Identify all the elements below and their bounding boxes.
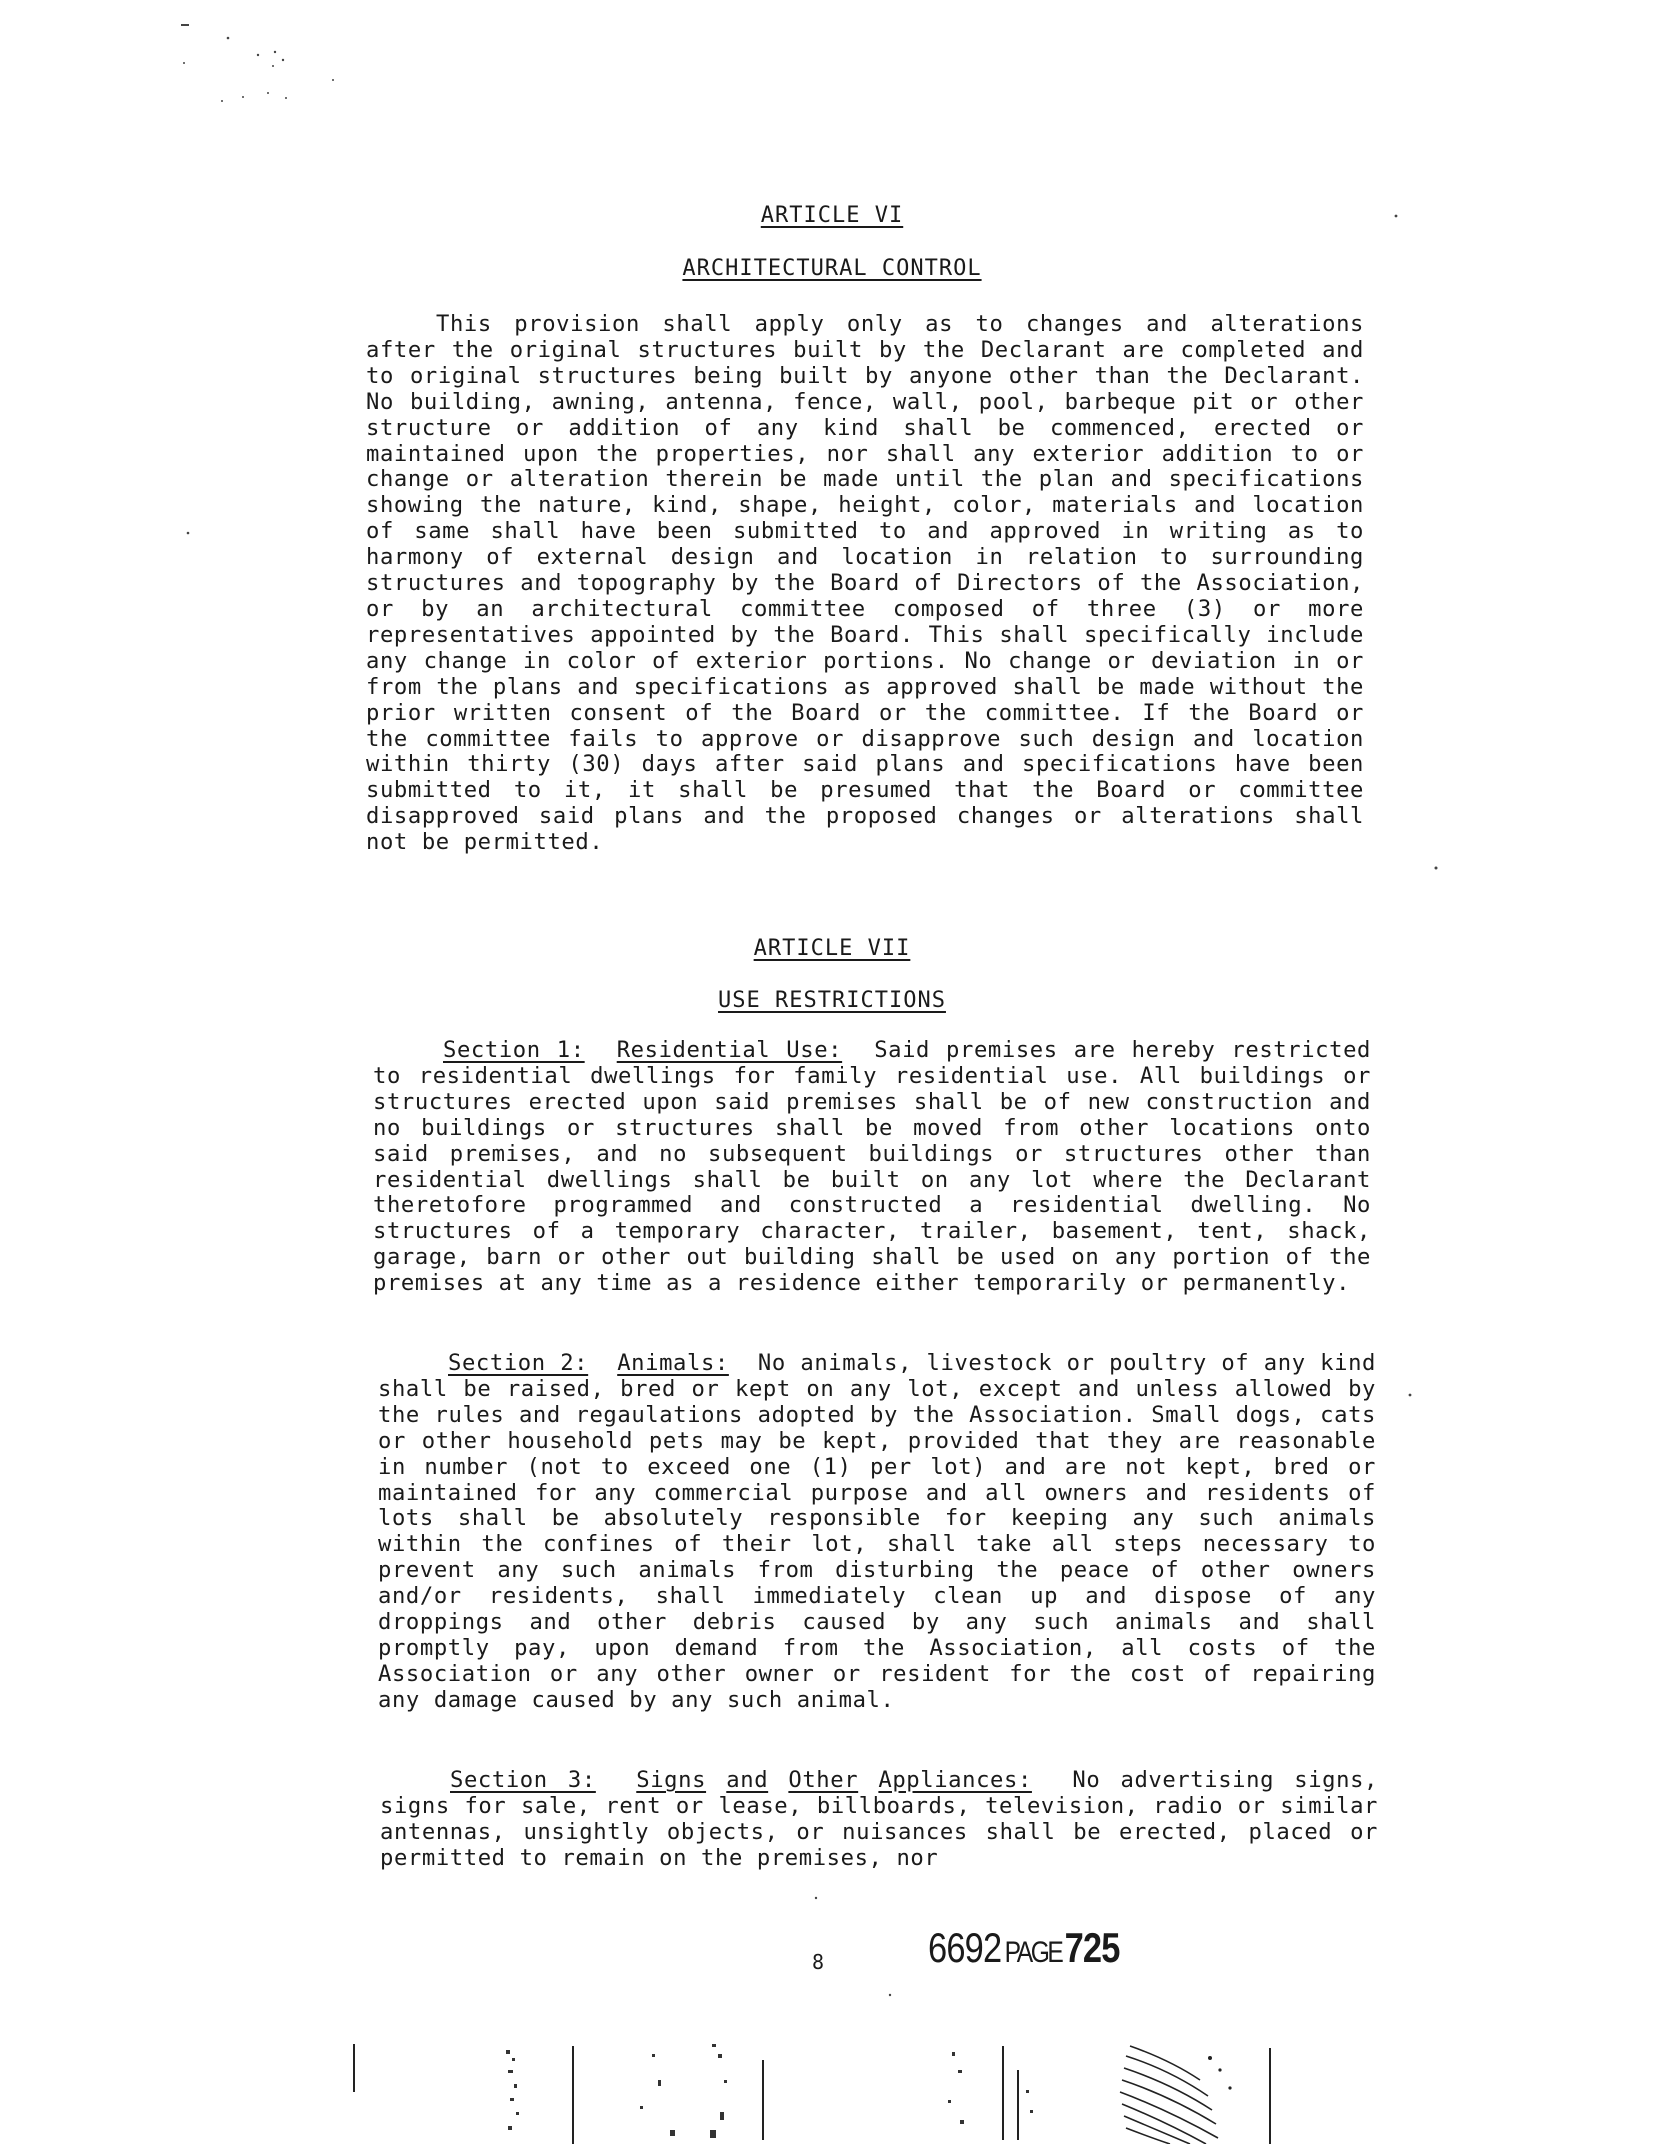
book-number: 6692	[928, 1924, 1002, 1971]
page-word: PAGE	[1004, 1936, 1062, 1969]
article-6-heading: ARTICLE VI	[760, 203, 904, 228]
recording-stamp	[928, 1924, 1120, 1972]
article-7-subheading: USE RESTRICTIONS	[718, 988, 946, 1013]
section-3-paragraph: Section 3: Signs and Other Appliances: No advertising signs, signs for sale, rent or lease, billboards, television, radio or similar antennas, unsightly objects, or nuisances shall be erected, placed or permitted to remain on the premises, nor	[380, 1767, 1378, 1871]
article-6-subheading: ARCHITECTURAL CONTROL	[682, 256, 982, 281]
section-1-label: Section 1:	[443, 1037, 585, 1063]
section-1-title: Residential Use:	[616, 1037, 843, 1063]
section-3-label: Section 3:	[450, 1767, 596, 1793]
section-3-title-word-3: Other	[788, 1767, 859, 1793]
page-number: 8	[812, 1950, 825, 1974]
scan-artifact-stamp-fragment	[340, 2040, 1300, 2144]
section-3-title-word-1: Signs	[636, 1767, 707, 1793]
section-3-title-word-4: Appliances:	[878, 1767, 1032, 1793]
section-1-paragraph: Section 1: Residential Use: Said premises are hereby restricted to residential dwellings for family residential use. All buildings or structures erected upon said premises shall be of new construction and no buildings or structures shall be moved from other locations onto said premises, and no subsequent buildings or structures other than residential dwellings shall be built on any lot where the Declarant theretofore programmed and constructed a residential dwelling. No structures of a temporary character, trailer, basement, tent, shack, garage, barn or other out building shall be used on any portion of the premises at any time as a residence either temporarily or permanently.	[373, 1037, 1371, 1297]
book-page: 725	[1064, 1924, 1120, 1971]
article-7-heading: ARTICLE VII	[753, 936, 911, 961]
section-2-title: Animals:	[617, 1350, 729, 1376]
section-3-title-word-2: and	[726, 1767, 769, 1793]
section-2-paragraph: Section 2: Animals: No animals, livestock or poultry of any kind shall be raised, bred or kept on any lot, except and unless allowed by the rules and regaulations adopted by the Association. Small dogs, cats or other household pets may be kept, provided that they are reasonable in number (not to exceed one (1) per lot) and are not kept, bred or maintained for any commercial purpose and all owners and residents of lots shall be absolutely responsible for keeping any such animals within the confines of their lot, shall take all steps necessary to prevent any such animals from disturbing the peace of other owners and/or residents, shall immediately clean up and dispose of any droppings and other debris caused by any such animals and shall promptly pay, upon demand from the Association, all costs of the Association or any other owner or resident for the cost of repairing any damage caused by any such animal.	[378, 1350, 1377, 1713]
article-6-paragraph: This provision shall apply only as to changes and alterations after the original structures built by the Declarant are completed and to original structures being built by anyone other than the Declarant. No building, awning, antenna, fence, wall, pool, barbeque pit or other structure or addition of any kind shall be commenced, erected or maintained upon the properties, nor shall any exterior addition to or change or alteration therein be made until the plan and specifications showing the nature, kind, shape, height, color, materials and location of same shall have been submitted to and approved in writing as to harmony of external design and location in relation to surrounding structures and topography by the Board of Directors of the Association, or by an architectural committee composed of three (3) or more representatives appointed by the Board. This shall specifically include any change in color of exterior portions. No change or deviation in or from the plans and specifications as approved shall be made without the prior written consent of the Board or the committee. If the Board or the committee fails to approve or disapprove such design and location within thirty (30) days after said plans and specifications have been submitted to it, it shall be presumed that the Board or committee disapproved said plans and the proposed changes or alterations shall not be permitted.	[366, 311, 1364, 856]
section-2-label: Section 2:	[448, 1350, 589, 1376]
